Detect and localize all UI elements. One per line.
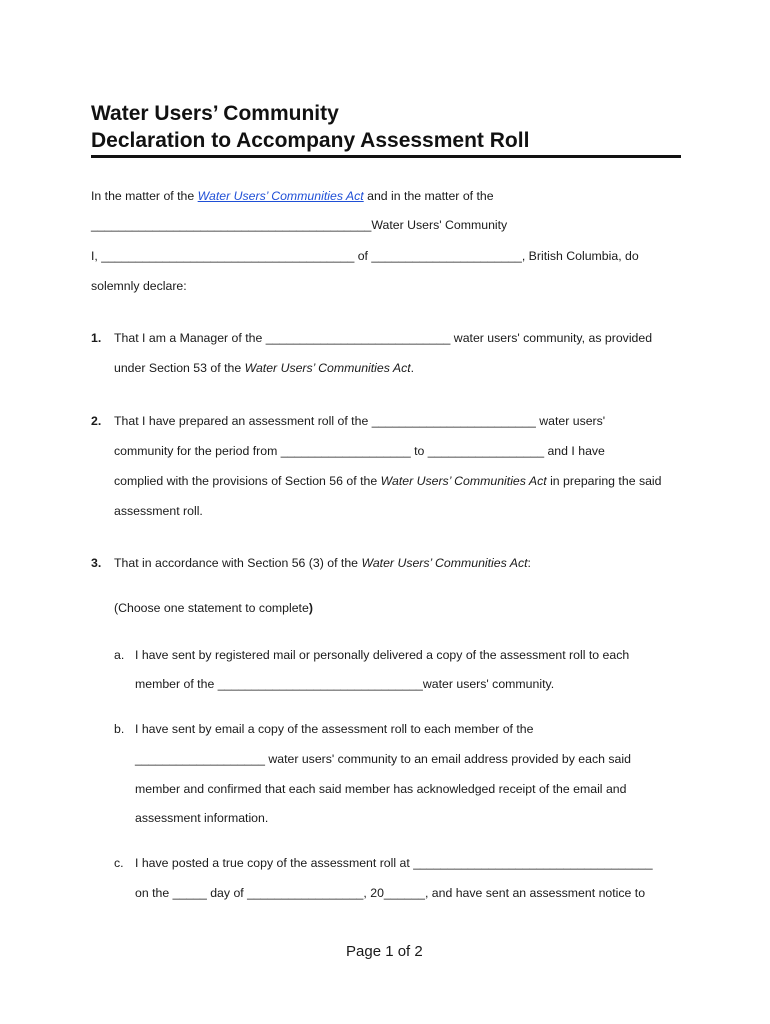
item-3-line1-suffix: : [527,556,531,570]
option-b-line3: member and confirmed that each said member has acknowledged receipt of the email and [135,782,627,796]
option-c-letter: c. [114,856,124,870]
title-divider [91,155,681,158]
option-b-line1: I have sent by email a copy of the assessment roll to each member of the [135,722,534,736]
item-3-line1 [114,555,531,571]
item-2-number: 2. [91,414,102,428]
option-a-line2: member of the ______________________________water users' community. [135,677,555,691]
item-2-line1: That I have prepared an assessment roll of the ________________________ water users' [114,414,606,428]
item-2-line3-suffix: in preparing the said [546,474,662,488]
item-1-number: 1. [91,331,102,345]
choose-statement-close: ) [308,601,313,615]
option-b-line2: ___________________ water users' community to an email address provided by each said [135,752,631,766]
item-2-act-name: Water Users’ Communities Act [380,474,547,488]
option-b-line4: assessment information. [135,811,269,825]
solemnly-declare-line: solemnly declare: [91,279,187,293]
option-b-letter: b. [114,722,125,736]
item-1-line2-suffix: . [410,361,415,375]
option-c-line2: on the _____ day of _________________, 20______, and have sent an assessment notice to [135,886,646,900]
option-c-line1: I have posted a true copy of the assessment roll at ___________________________________ [135,856,653,870]
item-3-line1-prefix: That in accordance with Section 56 (3) of the [114,556,362,570]
declarant-line: I, _____________________________________ of ______________________, British Columbia, do [91,249,639,263]
item-2-line4: assessment roll. [114,504,203,518]
item-1-act-name: Water Users’ Communities Act [244,361,411,375]
item-3-act-name: Water Users’ Communities Act [361,556,528,570]
option-a-line1: I have sent by registered mail or personally delivered a copy of the assessment roll to each [135,648,630,662]
intro-line1 [91,188,494,204]
item-1-line1: That I am a Manager of the ___________________________ water users' community, as provided [114,331,653,345]
item-3-number: 3. [91,556,102,570]
document-title-line1: Water Users’ Community [91,102,339,125]
item-2-line2: community for the period from ___________________ to _________________ and I have [114,444,605,458]
intro-line1-prefix: In the matter of the [91,189,198,203]
item-1-line2 [114,360,414,376]
choose-statement-instruction [114,600,313,616]
document-title-line2: Declaration to Accompany Assessment Roll [91,129,530,152]
item-2-line3-prefix: complied with the provisions of Section 56 of the [114,474,381,488]
item-1-line2-prefix: under Section 53 of the [114,361,245,375]
community-name-blank-line: _________________________________________Water Users' Community [91,218,508,232]
choose-statement-text: (Choose one statement to complete [114,601,309,615]
act-link[interactable]: Water Users’ Communities Act [197,189,364,203]
item-2-line3 [114,473,662,489]
intro-line1-suffix: and in the matter of the [363,189,494,203]
page-number: Page 1 of 2 [346,943,423,960]
option-a-letter: a. [114,648,125,662]
